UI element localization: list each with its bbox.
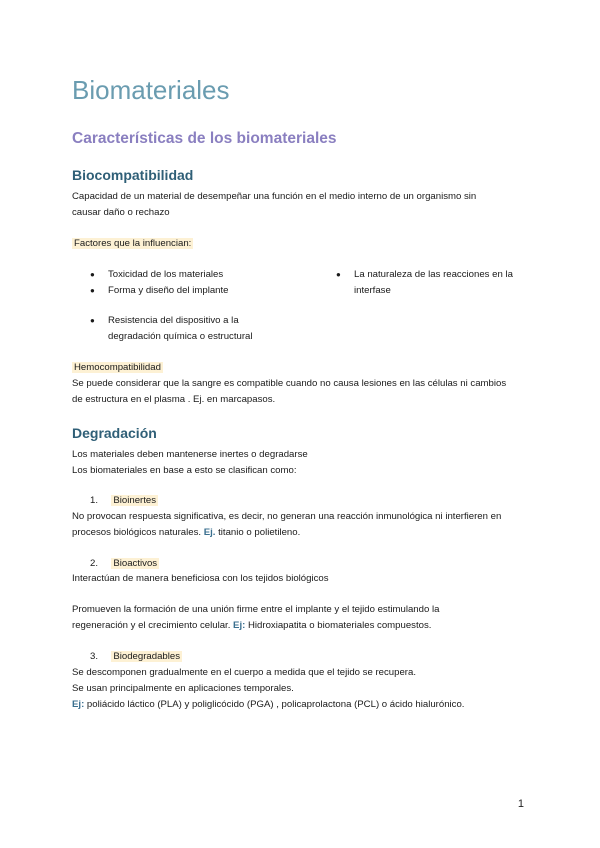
biodegradables-text	[72, 665, 542, 713]
list-number: 1.	[90, 495, 99, 506]
bioinertes-item	[90, 493, 158, 509]
definition-line: causar daño o rechazo	[72, 207, 170, 218]
text-run: poliácido láctico (PLA) y poliglicócido (PGA) , policaprolactona (PCL) o ácido hialurónico.	[84, 699, 465, 710]
text-run: regeneración y el crecimiento celular.	[72, 620, 234, 631]
intro-line: Los materiales deben mantenerse inertes o degradarse	[72, 449, 308, 460]
factors-label	[72, 236, 193, 252]
biodegradables-item	[90, 649, 182, 665]
list-item-line: La naturaleza de las reacciones en la	[354, 269, 513, 280]
biodegradables-line: Se descomponen gradualmente en el cuerpo a medida que el tejido se recupera.	[72, 667, 417, 678]
bioactivos-line: Interactúan de manera beneficiosa con los tejidos biológicos	[72, 573, 329, 584]
biocompatibilidad-definition	[72, 189, 542, 221]
list-item	[336, 267, 536, 299]
biodegradables-line	[72, 697, 542, 713]
heading-biocompatibilidad: Biocompatibilidad	[72, 167, 194, 183]
factors-list-left	[90, 267, 320, 299]
list-item-line: Resistencia del dispositivo a la	[108, 315, 239, 326]
bioinertes-label: Bioinertes	[113, 495, 157, 506]
hemocompatibilidad-block	[72, 360, 542, 408]
hemo-line: Se puede considerar que la sangre es compatible cuando no causa lesiones en las células ni cambios	[72, 378, 507, 389]
example-marker: Ej:	[72, 699, 85, 710]
hemo-line: de estructura en el plasma . Ej. en marcapasos.	[72, 394, 276, 405]
bioinertes-line: No provocan respuesta significativa, es decir, no generan una reacción inmunológica ni interfieren en	[72, 511, 502, 522]
page-number: 1	[517, 798, 524, 810]
heading-degradacion: Degradación	[72, 425, 157, 441]
list-number: 2.	[90, 558, 99, 569]
text-run: titanio o polietileno.	[215, 527, 301, 538]
section-title: Características de los biomateriales	[72, 130, 337, 147]
example-marker: Ej:	[233, 620, 246, 631]
hemo-label-highlight: Hemocompatibilidad	[74, 362, 161, 373]
biodegradables-label: Biodegradables	[113, 651, 181, 662]
bioactivos-text-1	[72, 571, 542, 587]
text-run: procesos biológicos naturales.	[72, 527, 204, 538]
text-run: Hidroxiapatita o biomateriales compuestos.	[245, 620, 432, 631]
factors-list-right	[336, 267, 536, 299]
list-item: ● Forma y diseño del implante	[90, 283, 320, 299]
degradacion-intro	[72, 447, 542, 479]
bioactivos-line: Promueven la formación de una unión firme entre el implante y el tejido estimulando la	[72, 604, 440, 615]
biodegradables-line: Se usan principalmente en aplicaciones temporales.	[72, 683, 294, 694]
factors-list-left-2	[90, 313, 320, 345]
bioactivos-text-2	[72, 602, 542, 634]
page-title: Biomateriales	[72, 75, 230, 105]
list-item-line: degradación química o estructural	[108, 331, 253, 342]
list-item-line: interfase	[354, 285, 391, 296]
factors-label-highlight: Factores que la influencian:	[74, 238, 192, 249]
list-number: 3.	[90, 651, 99, 662]
bioinertes-line	[72, 525, 542, 541]
intro-line: Los biomateriales en base a esto se clasifican como:	[72, 465, 297, 476]
bioactivos-line	[72, 618, 542, 634]
bioactivos-label: Bioactivos	[113, 558, 158, 569]
hemo-label	[72, 360, 542, 376]
definition-line: Capacidad de un material de desempeñar una función en el medio interno de un organismo sin	[72, 191, 477, 202]
example-marker: Ej.	[203, 527, 216, 538]
list-item: ● Toxicidad de los materiales	[90, 267, 320, 283]
bioactivos-item	[90, 556, 159, 572]
bioinertes-text	[72, 509, 542, 541]
list-item	[90, 313, 320, 345]
